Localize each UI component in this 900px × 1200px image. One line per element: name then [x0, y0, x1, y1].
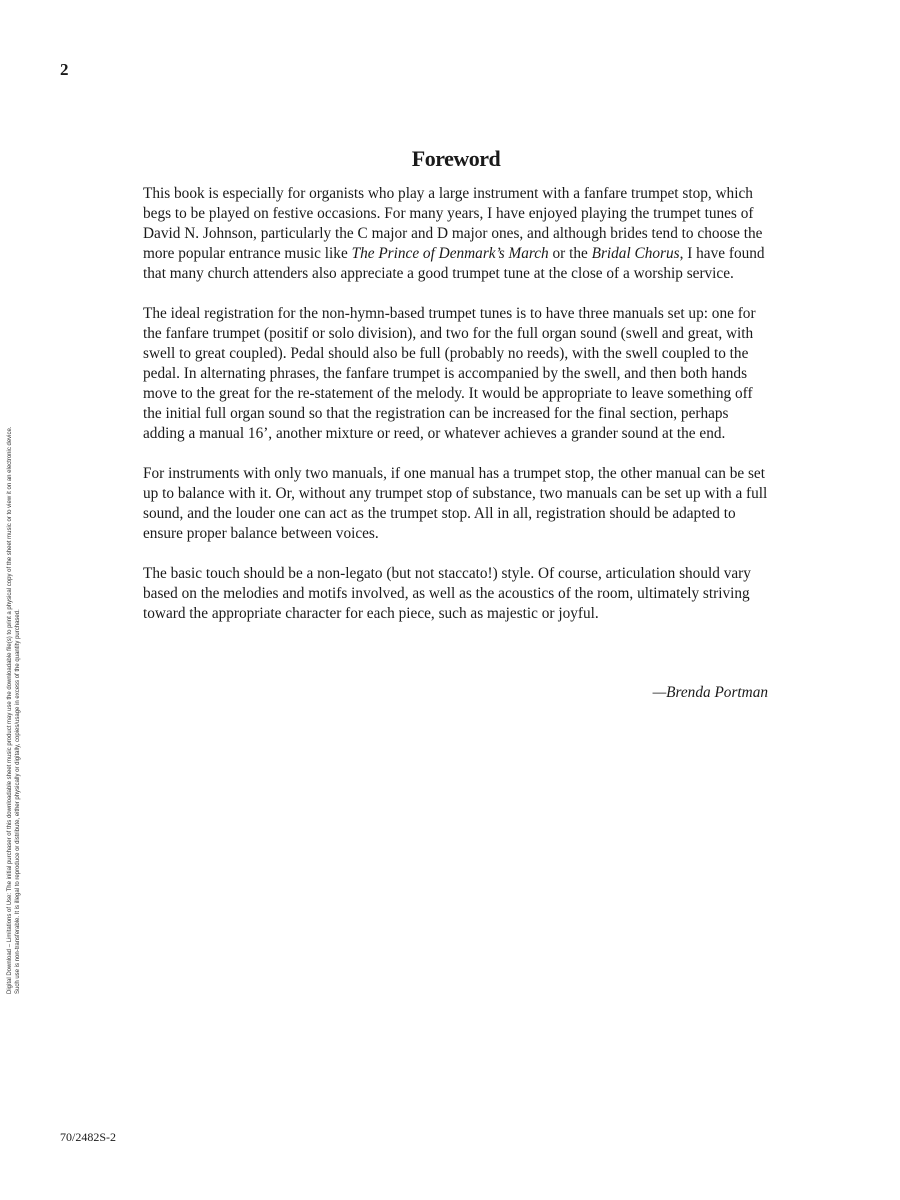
paragraph-2: The ideal registration for the non-hymn-based trumpet tunes is to have three manuals set up: one for the fanfare trumpet (positif or solo division), and two for the full organ sound (swell and great, with swell to great coupled). Pedal should also be full (probably no reeds), with the swell coupled to the pedal. In alternating phrases, the fanfare trumpet is accompanied by the swell, and then both hands move to the great for the re-statement of the melody. It would be appropriate to leave something off the initial full organ sound so that the registration can be increased for the final section, perhaps adding a manual 16’, another mixture or reed, or whatever achieves a grander sound at the end.: [143, 305, 756, 442]
foreword-body: [143, 184, 773, 644]
work-title-bridal-chorus: Bridal Chorus: [591, 245, 680, 262]
paragraph-3: For instruments with only two manuals, if one manual has a trumpet stop, the other manual can be set up to balance with it. Or, without any trumpet stop of substance, two manuals can be set up with a full sound, and the louder one can act as the trumpet stop. All in all, registration should be adapted to ensure proper balance between voices.: [143, 465, 768, 542]
paragraph-1: [143, 184, 773, 284]
paragraph-1-text-b: or the: [548, 245, 592, 262]
usage-notice: [6, 204, 22, 994]
catalog-number: 70/2482S-2: [60, 1130, 117, 1144]
work-title-prince-of-denmark: The Prince of Denmark’s March: [351, 245, 549, 262]
paragraph-1-text-c: , I have found that many church attenders also appreciate a good trumpet tune at the close of a worship service.: [143, 245, 765, 282]
paragraph-4: The basic touch should be a non-legato (but not staccato!) style. Of course, articulation should vary based on the melodies and motifs involved, as well as the acoustics of the room, ultimately striving toward the appropriate character for each piece, such as majestic or joyful.: [143, 565, 751, 622]
usage-notice-line-2: Such use is non-transferable. It is illegal to reproduce or distribute, either physically or digitally, copies/usage in excess of the quantity purchased.: [15, 609, 21, 994]
page-title: Foreword: [411, 146, 501, 171]
paragraph-1-text-a: This book is especially for organists who play a large instrument with a fanfare trumpet stop, which begs to be played on festive occasions. For many years, I have enjoyed playing the trumpet tunes of David N. Johnson, particularly the C major and D major ones, and although brides tend to choose the more popular entrance music like: [143, 185, 763, 262]
usage-notice-line-1: Digital Download – Limitations of Use: The initial purchaser of this downloadable sheet music product may use the downloadable file(s) to print a physical copy of the sheet music or to view it on an electronic device.: [7, 426, 13, 994]
author-signature: —Brenda Portman: [652, 684, 768, 701]
page-number: 2: [60, 60, 69, 79]
